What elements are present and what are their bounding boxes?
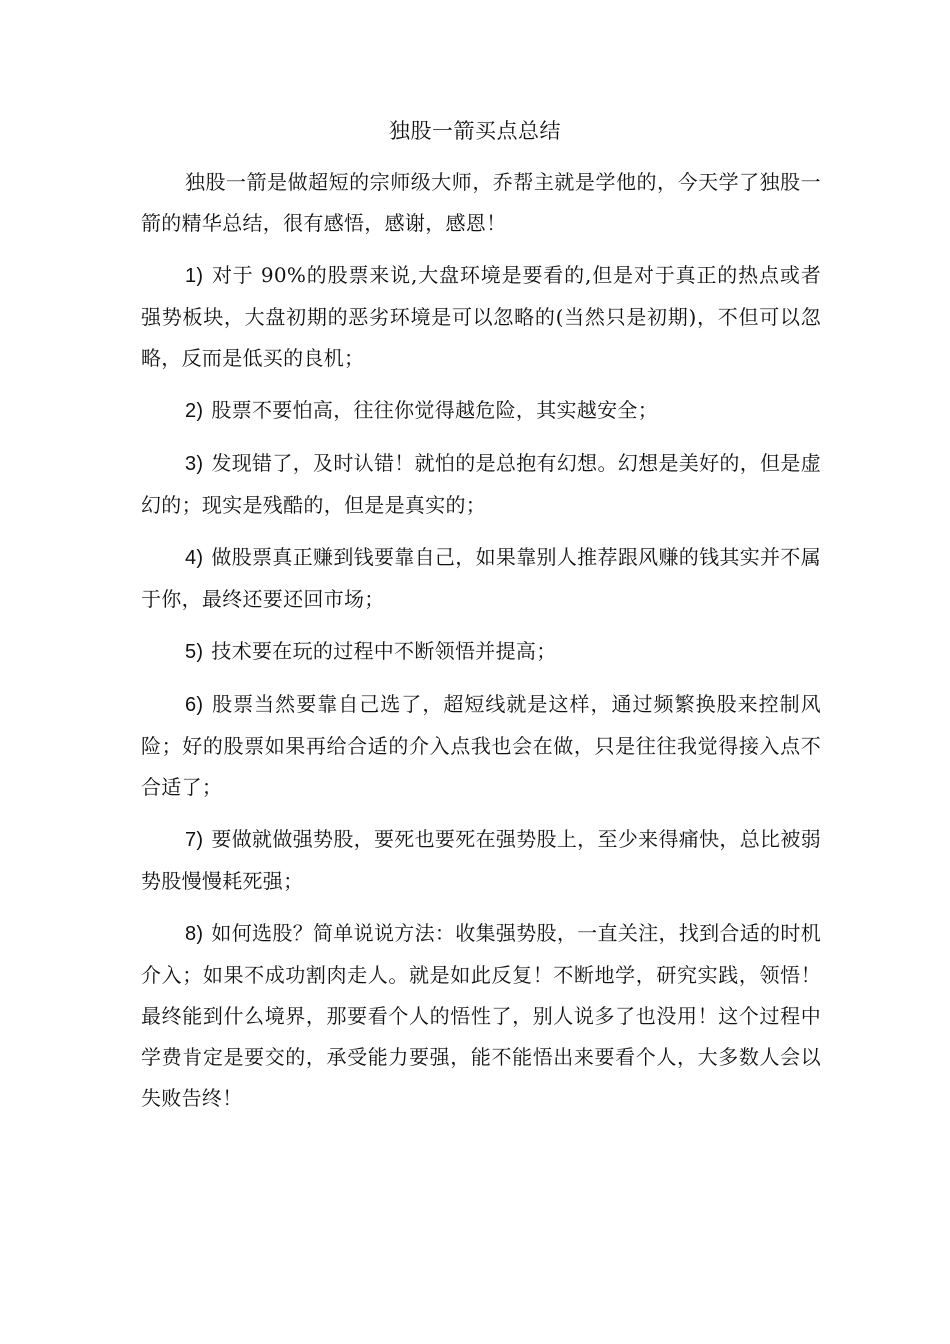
item-number: 8) <box>185 923 204 945</box>
list-item <box>141 255 821 379</box>
item-number: 3) <box>185 453 204 475</box>
item-number: 7) <box>185 829 204 851</box>
item-text: 做股票真正赚到钱要靠自己，如果靠别人推荐跟风赚的钱其实并不属于你，最终还要还回市场； <box>141 545 821 611</box>
document-body <box>141 162 821 1130</box>
list-item <box>141 913 821 1119</box>
item-text: 发现错了，及时认错！就怕的是总抱有幻想。幻想是美好的，但是虚幻的；现实是残酷的，但是是真实的； <box>141 451 821 517</box>
item-number: 5) <box>185 641 204 663</box>
list-item <box>141 443 821 526</box>
list-item <box>141 819 821 902</box>
list-item <box>141 631 821 673</box>
item-number: 1) <box>185 265 204 287</box>
item-text: 对于 90%的股票来说,大盘环境是要看的,但是对于真正的热点或者强势板块，大盘初期的恶劣环境是可以忽略的(当然只是初期)，不但可以忽略，反而是低买的良机； <box>141 263 821 370</box>
item-text: 要做就做强势股，要死也要死在强势股上，至少来得痛快，总比被弱势股慢慢耗死强； <box>141 827 821 893</box>
document-title: 独股一箭买点总结 <box>389 119 561 143</box>
list-item <box>141 684 821 808</box>
item-text: 技术要在玩的过程中不断领悟并提高； <box>211 639 557 663</box>
intro-paragraph: 独股一箭是做超短的宗师级大师，乔帮主就是学他的，今天学了独股一箭的精华总结，很有感悟，感谢，感恩！ <box>141 170 821 235</box>
list-item <box>141 537 821 620</box>
item-text: 股票当然要靠自己选了，超短线就是这样，通过频繁换股来控制风险；好的股票如果再给合适的介入点我也会在做，只是往往我觉得接入点不合适了； <box>141 692 821 799</box>
item-number: 6) <box>185 694 204 716</box>
item-text: 如何选股？简单说说方法：收集强势股，一直关注，找到合适的时机介入；如果不成功割肉走人。就是如此反复！不断地学，研究实践，领悟！最终能到什么境界，那要看个人的悟性了，别人说多了也没用！这个过程中学费肯定是要交的，承受能力要强，能不能悟出来要看个人，大多数人会以失败告终！ <box>141 921 821 1110</box>
item-text: 股票不要怕高，往往你觉得越危险，其实越安全； <box>211 398 658 422</box>
item-number: 2) <box>185 400 204 422</box>
list-item <box>141 390 821 432</box>
item-number: 4) <box>185 547 204 569</box>
